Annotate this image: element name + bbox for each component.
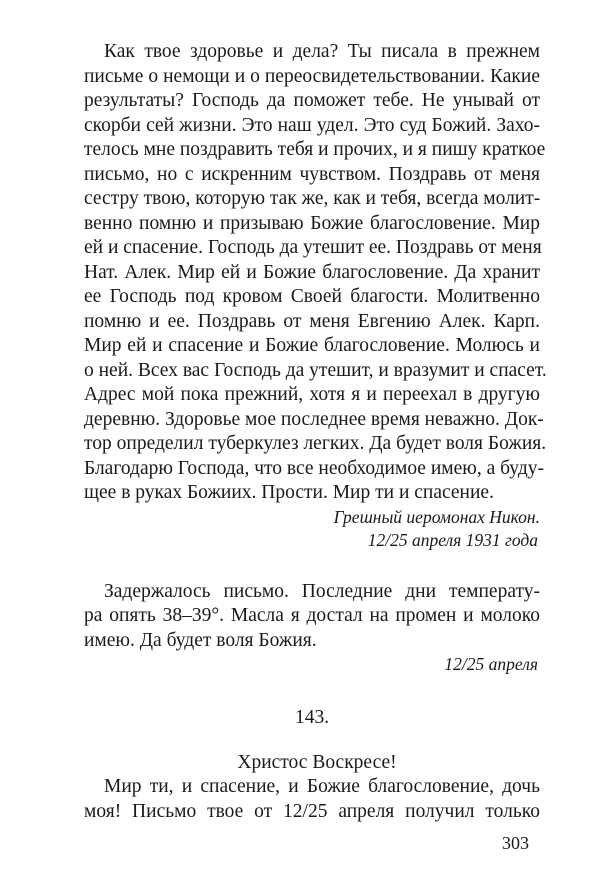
- text-line: ее Господь под кровом Своей благости. Молитвенно: [84, 286, 540, 307]
- text-line: венно помню и призываю Божие благословение. Мир: [84, 212, 540, 234]
- postscript-text: [84, 580, 540, 654]
- text-line: ра опять 38–39°. Масла я достал на промен и молоко: [84, 605, 540, 626]
- text-line: письме о немощи и о переосвидетельствовании. Какие: [84, 65, 540, 87]
- text-line: имею. Да будет воля Божия.: [84, 629, 317, 651]
- text-line: скорби сей жизни. Это наш удел. Это суд Божий. Захо-: [84, 114, 540, 136]
- signature: Грешный иеромонах Никон.: [333, 506, 540, 527]
- text-line: моя! Письмо твое от 12/25 апреля получил только: [84, 800, 540, 822]
- text-line: Нат. Алек. Мир ей и Божие благословение. Да хранит: [84, 261, 540, 283]
- letter-142-text: [84, 40, 547, 506]
- signature-date: 12/25 апреля 1931 года: [367, 529, 538, 550]
- text-line: о ней. Всех вас Господь да утешит, и вразумит и спасет.: [84, 359, 547, 381]
- text-line: сестру твою, которую так же, как и тебя, всегда молит-: [84, 188, 541, 209]
- section-gap: [84, 552, 540, 580]
- letter-greeting: Христос Воскресе!: [237, 751, 397, 773]
- text-line: щее в руках Божиих. Прости. Мир ти и спасение.: [84, 482, 494, 503]
- text-line: Мир ей и спасение и Божие благословение. Молюсь и: [84, 335, 540, 356]
- text-line: Благодарю Господа, что все необходимое имею, а буду-: [84, 457, 544, 479]
- text-line: помню и ее. Поздравь от меня Евгению Алек. Карп.: [84, 310, 540, 332]
- text-line: результаты? Господь да поможет тебе. Не унывай от: [84, 90, 540, 111]
- text-line: тор определил туберкулез легких. Да будет воля Божия.: [84, 433, 547, 454]
- text-line: Мир ти, и спасение, и Божие благословение, дочь: [104, 776, 540, 797]
- page-body: [84, 40, 547, 824]
- text-line: Задержалось письмо. Последние дни температу-: [104, 580, 540, 602]
- postscript-date: 12/25 апреля: [444, 654, 538, 674]
- text-line: телось мне поздравить тебя и прочих, и я пишу краткое: [84, 139, 546, 160]
- text-line: Как твое здоровье и дела? Ты писала в прежнем: [104, 41, 540, 62]
- letter-number: 143.: [294, 707, 330, 728]
- letter-143-text: [84, 775, 540, 824]
- text-line: ей и спасение. Господь да утешит ее. Поздравь от меня: [84, 237, 542, 258]
- page-number: 303: [502, 833, 529, 853]
- text-line: письмо, но с искренним чувством. Поздравь от меня: [84, 163, 540, 185]
- text-line: Адрес мой пока прежний, хотя я и переехал в другую: [84, 384, 540, 405]
- text-line: деревню. Здоровье мое последнее время неважно. Док-: [84, 408, 544, 430]
